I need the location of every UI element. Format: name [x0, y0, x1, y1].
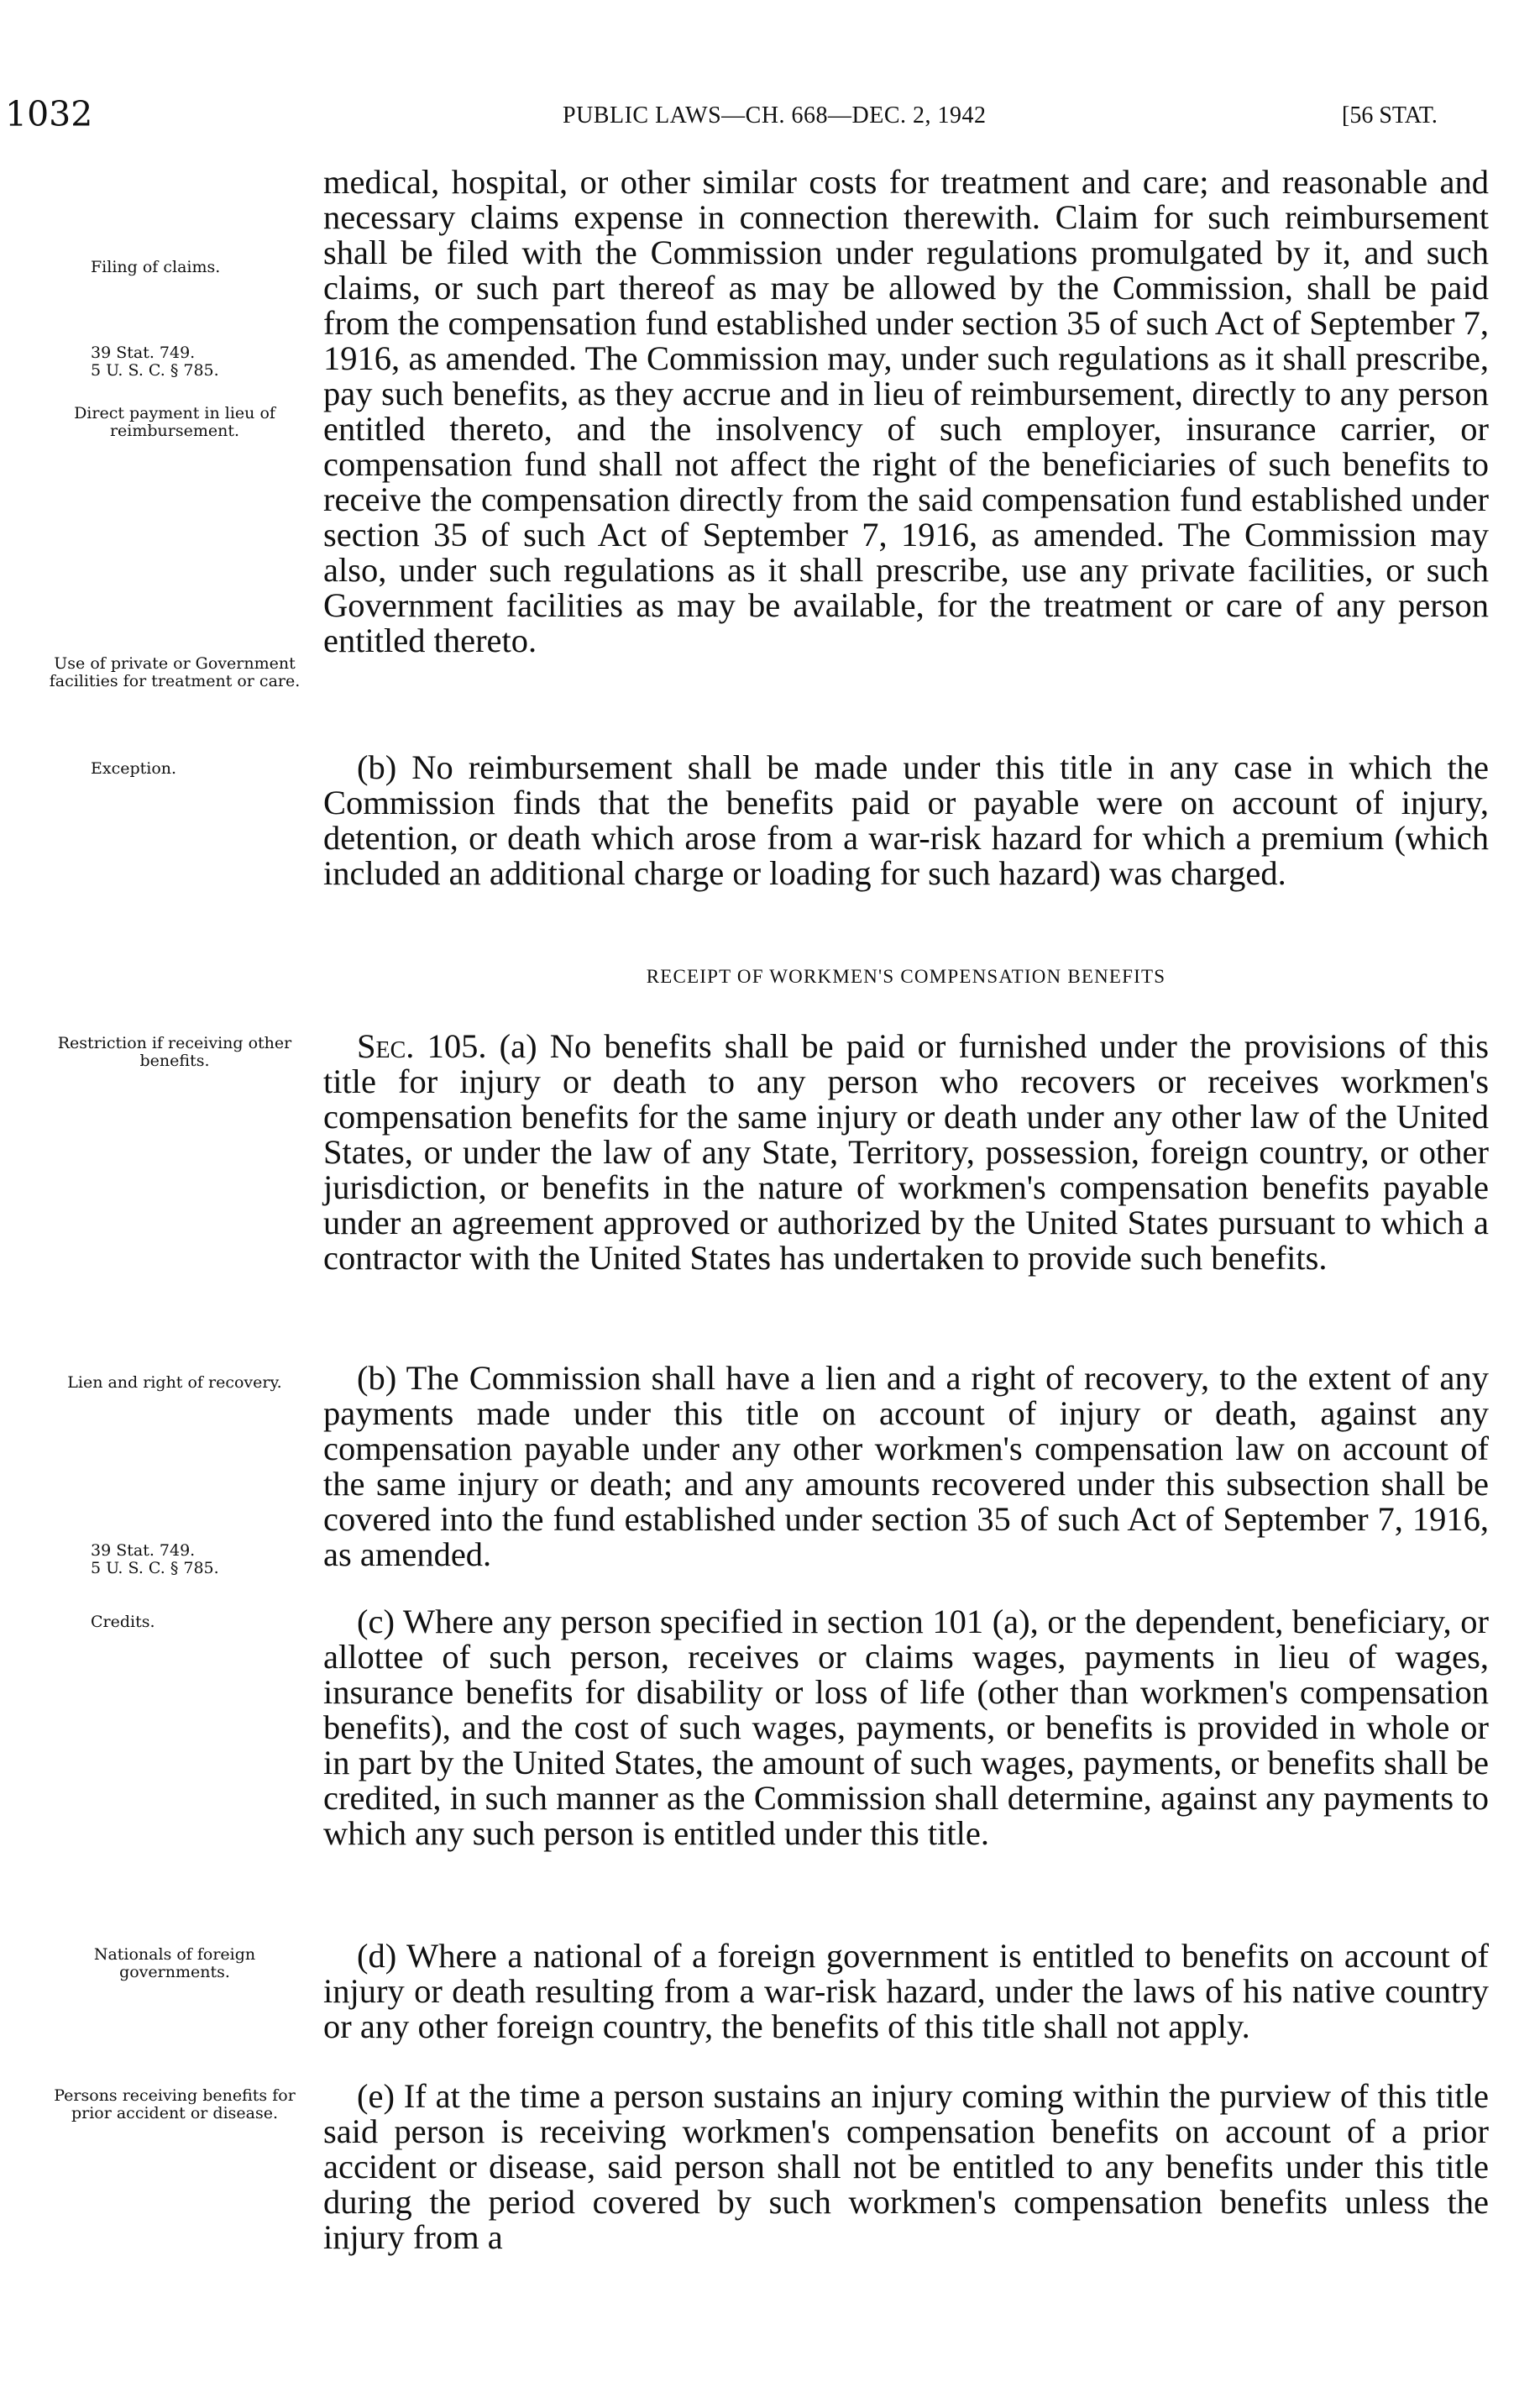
- margin-note-direct-payment: Direct payment in lieu of reimbursement.: [74, 404, 275, 440]
- margin-note-credits: Credits.: [91, 1613, 155, 1631]
- paragraph-105b: (b) The Commission shall have a lien and a right of recovery, to the extent of any payments made under this title on account of injury or death, against any compensation payable under any other workmen's compensation law on account of the same injury or death; and any amounts recovered under this subsection shall be covered into the fund established under section 35 of such Act of September 7, 1916, as amended.: [323, 1359, 1489, 1573]
- margin-note-nationals: Nationals of foreign governments.: [93, 1945, 256, 1981]
- stat-cite-1-line-1: 39 Stat. 749.: [91, 344, 196, 362]
- margin-note-exception: Exception.: [91, 759, 177, 778]
- margin-note-stat-cite-2: [40, 1542, 309, 1577]
- margin-note-stat-cite-1: [40, 344, 309, 380]
- paragraph-105e: (e) If at the time a person sustains an injury coming within the purview of this title said person is receiving workmen's compensation benefits on account of a prior accident or disease, said person shall not be entitled to any benefits under this title during the period covered by such workmen's compensation benefits unless the injury from a: [323, 2077, 1489, 2256]
- paragraph-105a: [323, 1029, 1489, 1276]
- stat-cite-2-line-1: 39 Stat. 749.: [91, 1541, 196, 1560]
- running-title: PUBLIC LAWS—CH. 668—DEC. 2, 1942: [563, 102, 987, 129]
- section-heading: RECEIPT OF WORKMEN'S COMPENSATION BENEFITS: [646, 966, 1166, 987]
- margin-note-prior-accident: Persons receiving benefits for prior accident or disease.: [54, 2086, 296, 2122]
- margin-note-lien: Lien and right of recovery.: [67, 1373, 282, 1392]
- margin-note-use-of-facilities: Use of private or Government facilities for treatment or care.: [49, 654, 301, 690]
- volume-reference: [56 STAT.: [1342, 102, 1438, 129]
- margin-note-filing-of-claims: Filing of claims.: [91, 258, 221, 276]
- stat-cite-1-line-2: 5 U. S. C. § 785.: [91, 361, 219, 380]
- paragraph-105c: (c) Where any person specified in section 101 (a), or the dependent, beneficiary, or allottee of such person, receives or claims wages, payments in lieu of wages, insurance benefits for disability or loss of life (other than workmen's compensation benefits), and the cost of such wages, payments, or benefits is provided in whole or in part by the United States, the amount of such wages, payments, or benefits shall be credited, in such manner as the Commission shall determine, against any payments to which any such person is entitled under this title.: [323, 1603, 1489, 1852]
- paragraph-continued: medical, hospital, or other similar costs for treatment and care; and reasonable and necessary claims expense in connection therewith. Claim for such reimbursement shall be filed with the Commission under regulations promulgated by it, and such claims, or such part thereof as may be allowed by the Commission, shall be paid from the compensation fund established under section 35 of such Act of September 7, 1916, as amended. The Commission may, under such regulations as it shall prescribe, pay such benefits, as they accrue and in lieu of reimbursement, directly to any person entitled thereto, and the insolvency of such employer, insurance carrier, or compensation fund shall not affect the right of the beneficiaries of such benefits to receive the compensation directly from the said compensation fund established under section 35 of such Act of September 7, 1916, as amended. The Commission may also, under such regulations as it shall prescribe, use any private facilities, or such Government facilities as may be available, for the treatment or care of any person entitled thereto.: [323, 163, 1489, 659]
- paragraph-105d: (d) Where a national of a foreign government is entitled to benefits on account of injury or death resulting from a war-risk hazard, under the laws of his native country or any other foreign country, the benefits of this title shall not apply.: [323, 1937, 1489, 2045]
- paragraph-104b: (b) No reimbursement shall be made under this title in any case in which the Commission finds that the benefits paid or payable were on account of injury, detention, or death which arose from a war-risk hazard for which a premium (which included an additional charge or loading for such hazard) was charged.: [323, 748, 1489, 892]
- section-label: Sec. 105.: [357, 1027, 487, 1065]
- margin-note-restriction: Restriction if receiving other benefits.: [57, 1034, 292, 1070]
- paragraph-105a-text: (a) No benefits shall be paid or furnished under the provisions of this title for injury or death to any person who recovers or receives workmen's compensation benefits for the same injury or death under any other law of the United States, or under the law of any State, Territory, possession, foreign country, or other jurisdiction, or benefits in the nature of workmen's compensation benefits payable under an agreement approved or authorized by the United States pursuant to which a contractor with the United States has undertaken to provide such benefits.: [323, 1027, 1489, 1277]
- page-number: 1032: [5, 94, 93, 134]
- page-header: [0, 94, 1540, 136]
- stat-cite-2-line-2: 5 U. S. C. § 785.: [91, 1559, 219, 1577]
